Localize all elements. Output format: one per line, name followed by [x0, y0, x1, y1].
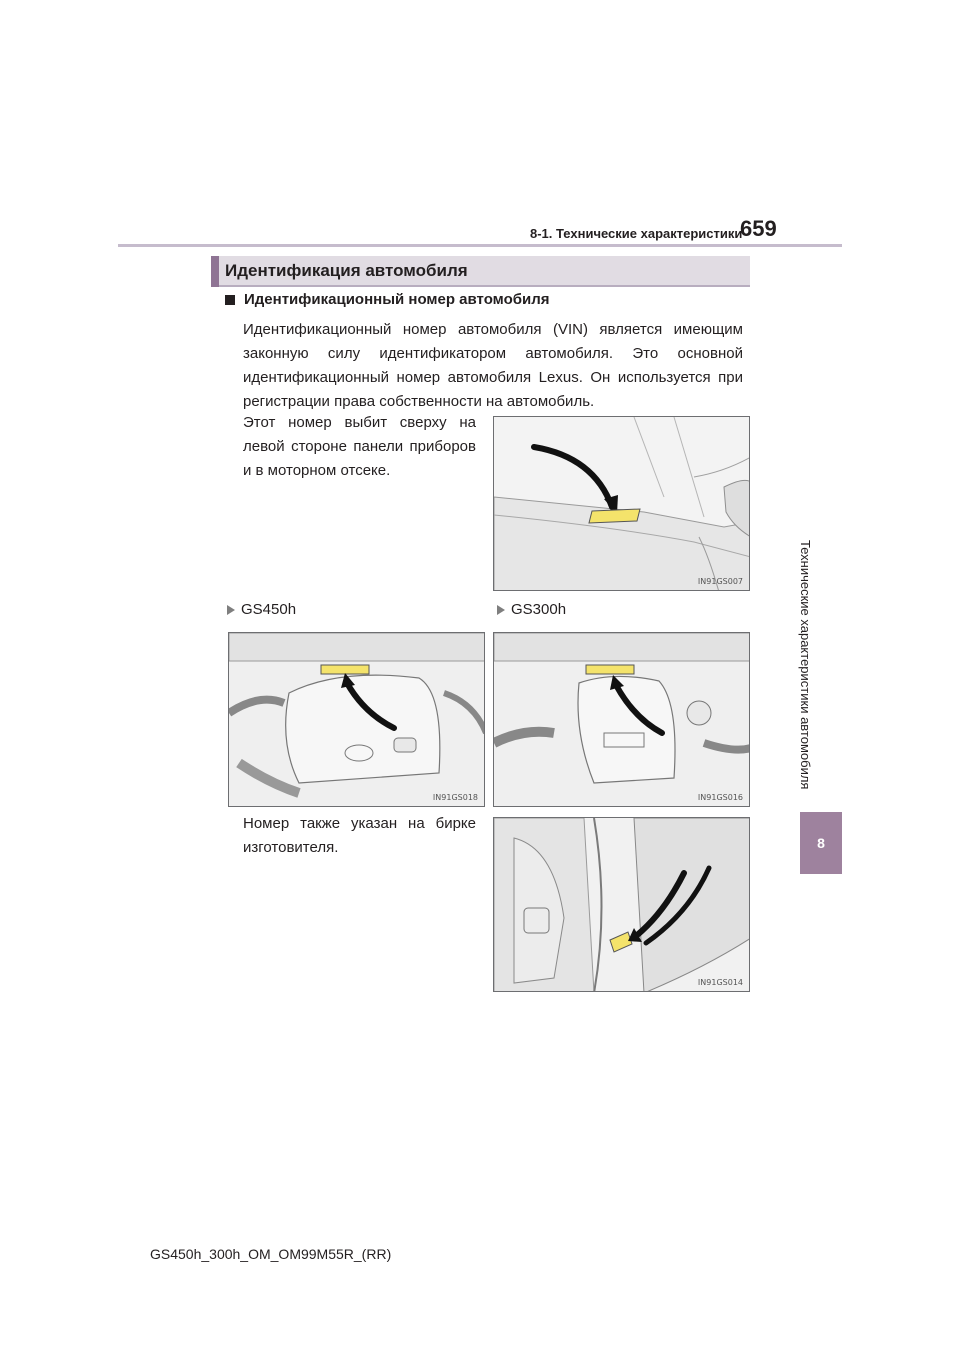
- dashboard-illustration: [493, 416, 750, 591]
- manufacturer-label-text: Номер также указан на бирке изготовителя.: [243, 815, 476, 856]
- bullet-square-icon: [225, 295, 235, 305]
- side-tab-text: Технические характеристики автомобиля: [798, 540, 813, 790]
- engine-gs450h-illustration: [228, 632, 485, 807]
- variant-gs300h: [497, 601, 566, 618]
- vin-description: Идентификационный номер автомобиля (VIN) является имеющим законную силу идентификатором автомобиля. Это основной идентификационный номер автомобиля Lexus. Он используется при регистрации права собственности на автомобиль.: [243, 321, 743, 410]
- vin-location-text: Этот номер выбит сверху на левой стороне панели приборов и в моторном отсеке.: [243, 414, 476, 479]
- header-rule: [118, 244, 842, 247]
- illustration-code: IN91GS014: [697, 978, 743, 987]
- illustration-code: IN91GS007: [697, 577, 743, 586]
- chapter-number: 8: [817, 835, 825, 851]
- engine-gs300h-illustration: [493, 632, 750, 807]
- section-heading-accent: [211, 256, 219, 287]
- page-number: 659: [740, 216, 777, 241]
- illustration-code: IN91GS018: [432, 793, 478, 802]
- section-label: 8-1. Технические характеристики: [530, 226, 743, 241]
- section-heading: Идентификация автомобиля: [225, 261, 468, 280]
- footer-doc-code: GS450h_300h_OM_OM99M55R_(RR): [150, 1246, 392, 1262]
- variant-gs450h: [227, 601, 296, 618]
- triangle-bullet-icon: [497, 605, 505, 615]
- variant-label: GS300h: [511, 601, 567, 618]
- subheading: Идентификационный номер автомобиля: [244, 291, 550, 308]
- variant-label: GS450h: [241, 601, 297, 618]
- triangle-bullet-icon: [227, 605, 235, 615]
- illustration-code: IN91GS016: [697, 793, 743, 802]
- chapter-tab: [800, 812, 842, 874]
- door-pillar-illustration: [493, 817, 750, 992]
